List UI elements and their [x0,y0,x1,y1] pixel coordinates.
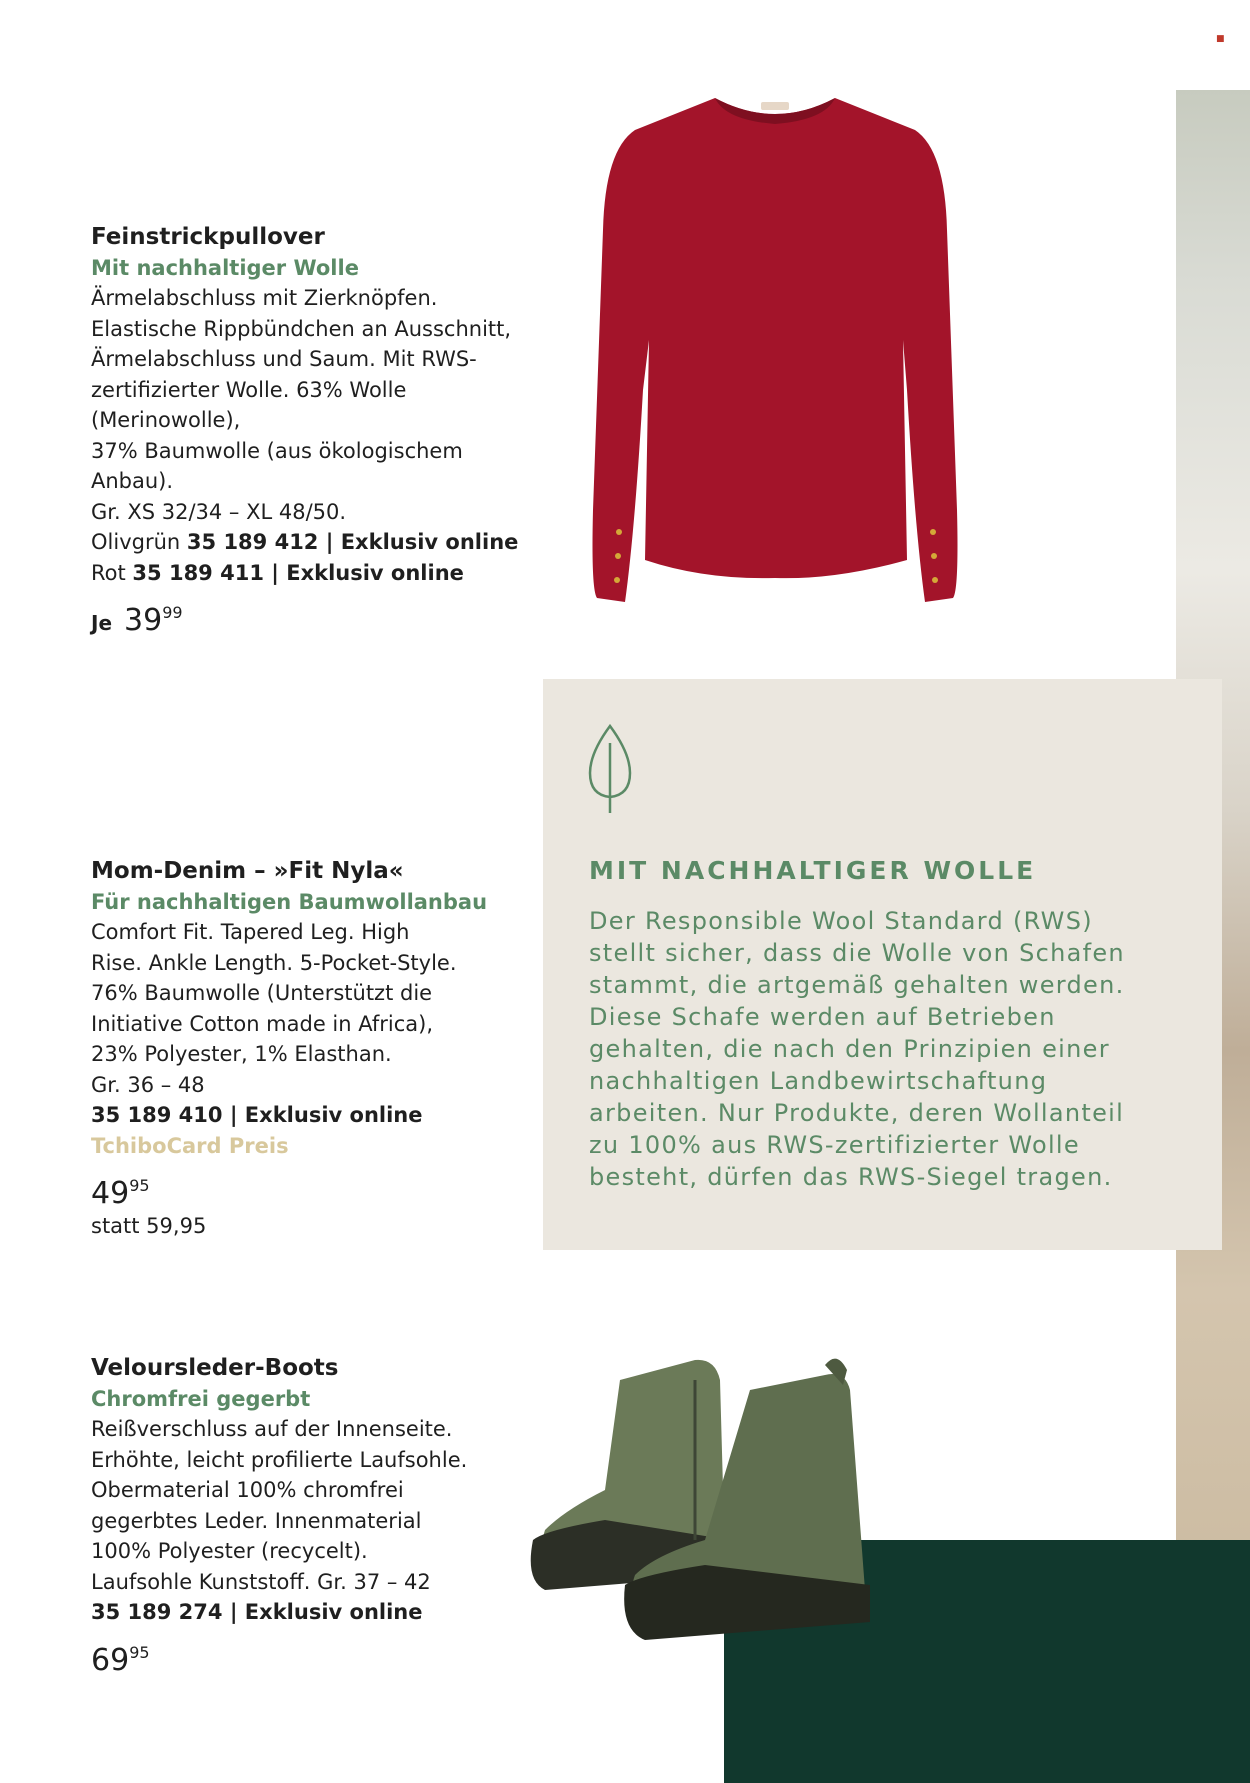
price-cents: 95 [129,1176,150,1195]
sustainability-info-box [543,679,1222,1250]
price-cents: 95 [129,1642,150,1662]
product-subtitle: Für nachhaltigen Baumwollanbau [91,889,488,914]
old-price: statt 59,95 [91,1214,207,1238]
variant-olive [91,527,531,558]
price-prefix: Je [91,611,113,635]
leaf-icon [586,723,634,815]
article-number: 35 189 274 | Exklusiv online [91,1600,423,1624]
info-text: Der Responsible Wool Standard (RWS) stellt sicher, dass die Wolle von Schafen stammt, die artgemäß gehalten werden. Diese Schafe werden auf Betrieben gehalten, die nach den Prinzipien einer nachhaltigen Landbewirtschaftung arbeiten. Nur Produkte, deren Wollanteil zu 100% aus RWS-zertifizierter Wolle besteht, dürfen das RWS-Siegel tragen. [589,907,1125,1191]
product-title: Veloursleder-Boots [91,1355,339,1381]
product-price [91,596,531,640]
price-main: 39 [124,603,163,638]
product-description: Comfort Fit. Tapered Leg. High Rise. Ankle Length. 5-Pocket-Style. 76% Baumwolle (Unterstützt die Initiative Cotton made in Africa), 23% Polyester, 1% Elasthan. Gr. 36 – 48 [91,920,457,1097]
product-subtitle: Chromfrei gegerbt [91,1386,311,1411]
price-cents: 99 [162,603,183,622]
tchibocard-label: TchiboCard Preis [91,1133,289,1158]
info-title: MIT NACHHALTIGER WOLLE [589,856,1037,885]
article-number: 35 189 410 | Exklusiv online [91,1103,423,1127]
variant-color: Olivgrün [91,530,181,554]
product-subtitle: Mit nachhaltiger Wolle [91,255,359,280]
product-title: Mom-Denim – »Fit Nyla« [91,858,404,884]
product-price [91,1169,531,1211]
corner-marker-icon: ■ [1216,34,1225,44]
price-main: 69 [91,1642,130,1678]
sweater-image [585,90,965,610]
article-number: 35 189 411 | Exklusiv online [132,560,464,585]
variant-red [91,558,531,589]
product-description: Ärmelabschluss mit Zierknöpfen. Elastische Rippbündchen an Ausschnitt, Ärmelabschluss und Saum. Mit RWS- zertifizierter Wolle. 63% Wolle (Merinowolle), 37% Baumwolle (aus ökologischem Anbau). Gr. XS 32/34 – XL 48/50. [91,286,512,524]
price-main: 49 [91,1176,130,1211]
product-description: Reißverschluss auf der Innenseite. Erhöhte, leicht profilierte Laufsohle. Obermaterial 100% chromfrei gegerbtes Leder. Innenmaterial 100% Polyester (recycelt). Laufsohle Kunststoff. Gr. 37 – 42 [91,1417,468,1594]
article-number: 35 189 412 | Exklusiv online [186,530,519,554]
boots-image [525,1340,905,1640]
product-title: Feinstrickpullover [91,224,325,250]
product-jeans [91,856,531,1241]
product-price [91,1636,531,1678]
product-sweater [91,222,531,640]
variant-color: Rot [91,560,126,585]
product-boots [91,1353,531,1678]
